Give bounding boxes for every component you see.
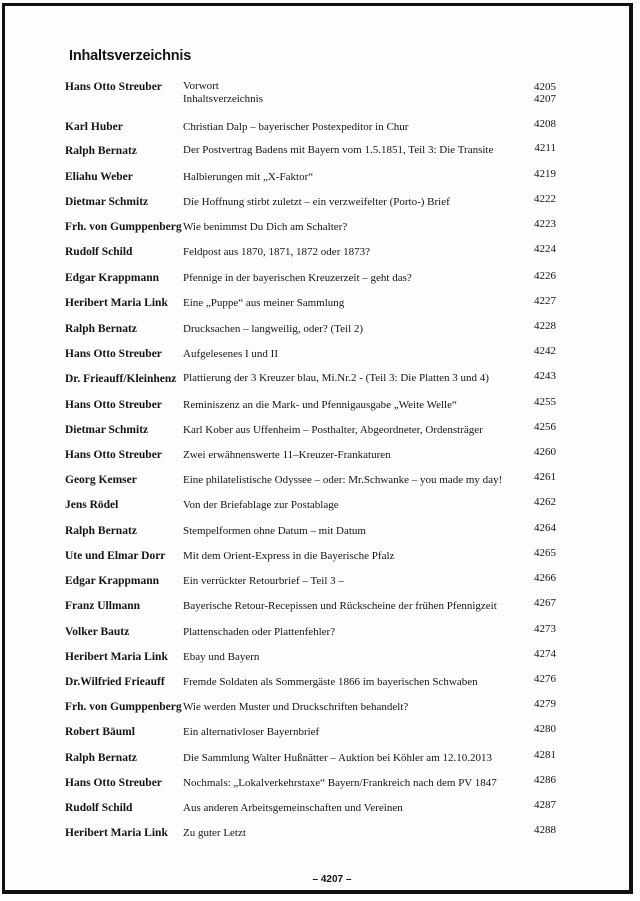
entry-author: Rudolf Schild xyxy=(65,802,133,814)
entry-article-title: Ein alternativloser Bayernbrief xyxy=(183,726,320,738)
entry-article-title: Die Hoffnung stirbt zuletzt – ein verzweifelter (Porto-) Brief xyxy=(183,196,450,208)
entry-article-title-second: Inhaltsverzeichnis xyxy=(183,93,264,105)
entry-article-title: Bayerische Retour-Recepissen und Rückscheine der frühen Pfennigzeit xyxy=(183,600,497,612)
entry-page-number: 4274 xyxy=(534,648,556,660)
entry-author: Karl Huber xyxy=(65,121,123,133)
entry-article-title: Eine philatelistische Odyssee – oder: Mr.Schwanke – you made my day! xyxy=(183,474,503,486)
entry-article-title: Pfennige in der bayerischen Kreuzerzeit – geht das? xyxy=(183,272,412,284)
entry-author: Frh. von Gumppenberg xyxy=(65,701,182,713)
entry-article-title: Plattierung der 3 Kreuzer blau, Mi.Nr.2 - (Teil 3: Die Platten 3 und 4) xyxy=(183,372,489,384)
entry-article-title: Feldpost aus 1870, 1871, 1872 oder 1873? xyxy=(183,246,370,258)
entry-article-title: Ebay und Bayern xyxy=(183,651,260,663)
entry-article-title: Zwei erwähnenswerte 11–Kreuzer-Frankaturen xyxy=(183,449,391,461)
entry-author: Eliahu Weber xyxy=(65,171,133,183)
entry-author: Ute und Elmar Dorr xyxy=(65,550,166,562)
entry-author: Jens Rödel xyxy=(65,499,119,511)
entry-article-title: Die Sammlung Walter Hußnätter – Auktion bei Köhler am 12.10.2013 xyxy=(183,752,492,764)
entry-page-number: 4223 xyxy=(534,218,556,230)
entry-page-number: 4208 xyxy=(534,118,556,130)
toc-entry xyxy=(5,80,629,105)
toc-entry xyxy=(5,673,629,694)
entry-page-number: 4219 xyxy=(534,168,556,180)
entry-author: Edgar Krappmann xyxy=(65,272,160,284)
entry-page-number: 4205 xyxy=(534,81,556,93)
toc-entry xyxy=(5,345,629,366)
toc-entry xyxy=(5,547,629,568)
toc-entry xyxy=(5,774,629,795)
entry-article-title: Vorwort xyxy=(183,80,219,92)
entry-page-number: 4226 xyxy=(534,270,556,282)
entry-author: Dietmar Schmitz xyxy=(65,424,149,436)
page-footer: – 4207 – xyxy=(312,874,352,885)
entry-article-title: Mit dem Orient-Express in die Bayerische Pfalz xyxy=(183,550,395,562)
entry-page-number-second: 4207 xyxy=(534,93,556,105)
toc-entry xyxy=(5,370,629,391)
entry-author: Hans Otto Streuber xyxy=(65,81,162,93)
entry-page-number: 4211 xyxy=(534,142,556,154)
entry-article-title: Wie werden Muster und Druckschriften behandelt? xyxy=(183,701,409,713)
entry-article-title: Christian Dalp – bayerischer Postexpeditor in Chur xyxy=(183,121,409,133)
entry-author: Hans Otto Streuber xyxy=(65,777,162,789)
entry-page-number: 4265 xyxy=(534,547,556,559)
entry-page-number: 4261 xyxy=(534,471,556,483)
entry-page-number: 4286 xyxy=(534,774,556,786)
toc-entry xyxy=(5,297,629,315)
entry-page-number: 4281 xyxy=(534,749,556,761)
toc-entry xyxy=(5,597,629,618)
entry-page-number: 4273 xyxy=(534,623,556,635)
entry-page-number: 4227 xyxy=(534,295,556,307)
entry-author: Robert Bäuml xyxy=(65,726,135,738)
toc-entry xyxy=(5,118,629,139)
entry-page-number: 4256 xyxy=(534,421,556,433)
entry-article-title: Aus anderen Arbeitsgemeinschaften und Vereinen xyxy=(183,802,403,814)
entry-author: Heribert Maria Link xyxy=(65,651,168,663)
toc-entry xyxy=(5,396,629,417)
toc-entry xyxy=(5,824,629,845)
entry-page-number: 4224 xyxy=(534,243,556,255)
entry-author: Edgar Krappmann xyxy=(65,575,160,587)
toc-entry xyxy=(5,522,629,543)
entry-article-title: Ein verrückter Retourbrief – Teil 3 – xyxy=(183,575,344,587)
entry-article-title: Aufgelesenes I und II xyxy=(183,348,278,360)
entry-author: Ralph Bernatz xyxy=(65,525,137,537)
toc-entry xyxy=(5,496,629,517)
entry-article-title: Von der Briefablage zur Postablage xyxy=(183,499,339,511)
toc-entry xyxy=(5,421,629,442)
entry-page-number: 4287 xyxy=(534,799,556,811)
toc-entry xyxy=(5,193,629,214)
entry-article-title: Fremde Soldaten als Sommergäste 1866 im bayerischen Schwaben xyxy=(183,676,478,688)
entry-author: Heribert Maria Link xyxy=(65,827,168,839)
toc-entry xyxy=(5,749,629,770)
entry-page-number: 4243 xyxy=(534,370,556,382)
entry-page-number: 4288 xyxy=(534,824,556,836)
entry-page-number: 4255 xyxy=(534,396,556,408)
entry-page-number: 4264 xyxy=(534,522,556,534)
entry-page-number: 4228 xyxy=(534,320,556,332)
entry-page-number: 4260 xyxy=(534,446,556,458)
entry-article-title: Stempelformen ohne Datum – mit Datum xyxy=(183,525,366,537)
entry-author: Heribert Maria Link xyxy=(65,297,168,309)
entry-article-title: Wie benimmst Du Dich am Schalter? xyxy=(183,221,348,233)
entry-article-title: Der Postvertrag Badens mit Bayern vom 1.5.1851, Teil 3: Die Transite xyxy=(183,144,494,156)
entry-article-title: Drucksachen – langweilig, oder? (Teil 2) xyxy=(183,323,364,335)
entry-author: Dr.Wilfried Frieauff xyxy=(65,676,165,688)
entry-page-number: 4242 xyxy=(534,345,556,357)
toc-entry xyxy=(5,572,629,593)
entry-page-number: 4276 xyxy=(534,673,556,685)
entry-page-number: 4266 xyxy=(534,572,556,584)
entry-article-title: Karl Kober aus Uffenheim – Posthalter, Abgeordneter, Ordensträger xyxy=(183,424,483,436)
toc-entry xyxy=(5,272,629,290)
toc-entry xyxy=(5,471,629,492)
entry-article-title: Plattenschaden oder Plattenfehler? xyxy=(183,626,336,638)
entry-author: Hans Otto Streuber xyxy=(65,348,162,360)
entry-page-number: 4267 xyxy=(534,597,556,609)
toc-entry xyxy=(5,446,629,467)
entry-article-title: Halbierungen mit „X-Faktor“ xyxy=(183,171,314,183)
entry-page-number: 4222 xyxy=(534,193,556,205)
toc-entry xyxy=(5,142,629,163)
toc-entry xyxy=(5,320,629,341)
toc-entry xyxy=(5,168,629,189)
entry-author: Hans Otto Streuber xyxy=(65,399,162,411)
toc-entry xyxy=(5,799,629,820)
entry-author: Dr. Frieauff/Kleinhenz xyxy=(65,373,177,385)
toc-entry xyxy=(5,243,629,264)
toc-entry xyxy=(5,623,629,644)
entry-author: Ralph Bernatz xyxy=(65,323,137,335)
entry-page-number: 4279 xyxy=(534,698,556,710)
document-page xyxy=(2,3,633,894)
entry-author: Hans Otto Streuber xyxy=(65,449,162,461)
entry-page-number: 4280 xyxy=(534,723,556,735)
entry-article-title: Zu guter Letzt xyxy=(183,827,246,839)
entry-author: Dietmar Schmitz xyxy=(65,196,149,208)
entry-article-title: Nochmals: „Lokalverkehrstaxe“ Bayern/Frankreich nach dem PV 1847 xyxy=(183,777,497,789)
toc-entry xyxy=(5,698,629,719)
entry-author: Ralph Bernatz xyxy=(65,752,137,764)
toc-entry xyxy=(5,218,629,239)
entry-author: Volker Bautz xyxy=(65,626,130,638)
entry-author: Franz Ullmann xyxy=(65,600,141,612)
entry-author: Georg Kemser xyxy=(65,474,137,486)
toc-title: Inhaltsverzeichnis xyxy=(69,48,192,64)
entry-author: Frh. von Gumppenberg xyxy=(65,221,182,233)
toc-entry xyxy=(5,723,629,744)
entry-article-title: Eine „Puppe“ aus meiner Sammlung xyxy=(183,297,345,309)
entry-author: Rudolf Schild xyxy=(65,246,133,258)
entry-author: Ralph Bernatz xyxy=(65,145,137,157)
entry-page-number: 4262 xyxy=(534,496,556,508)
toc-entry xyxy=(5,648,629,669)
entry-article-title: Reminiszenz an die Mark- und Pfennigausgabe „Weite Welle“ xyxy=(183,399,457,411)
